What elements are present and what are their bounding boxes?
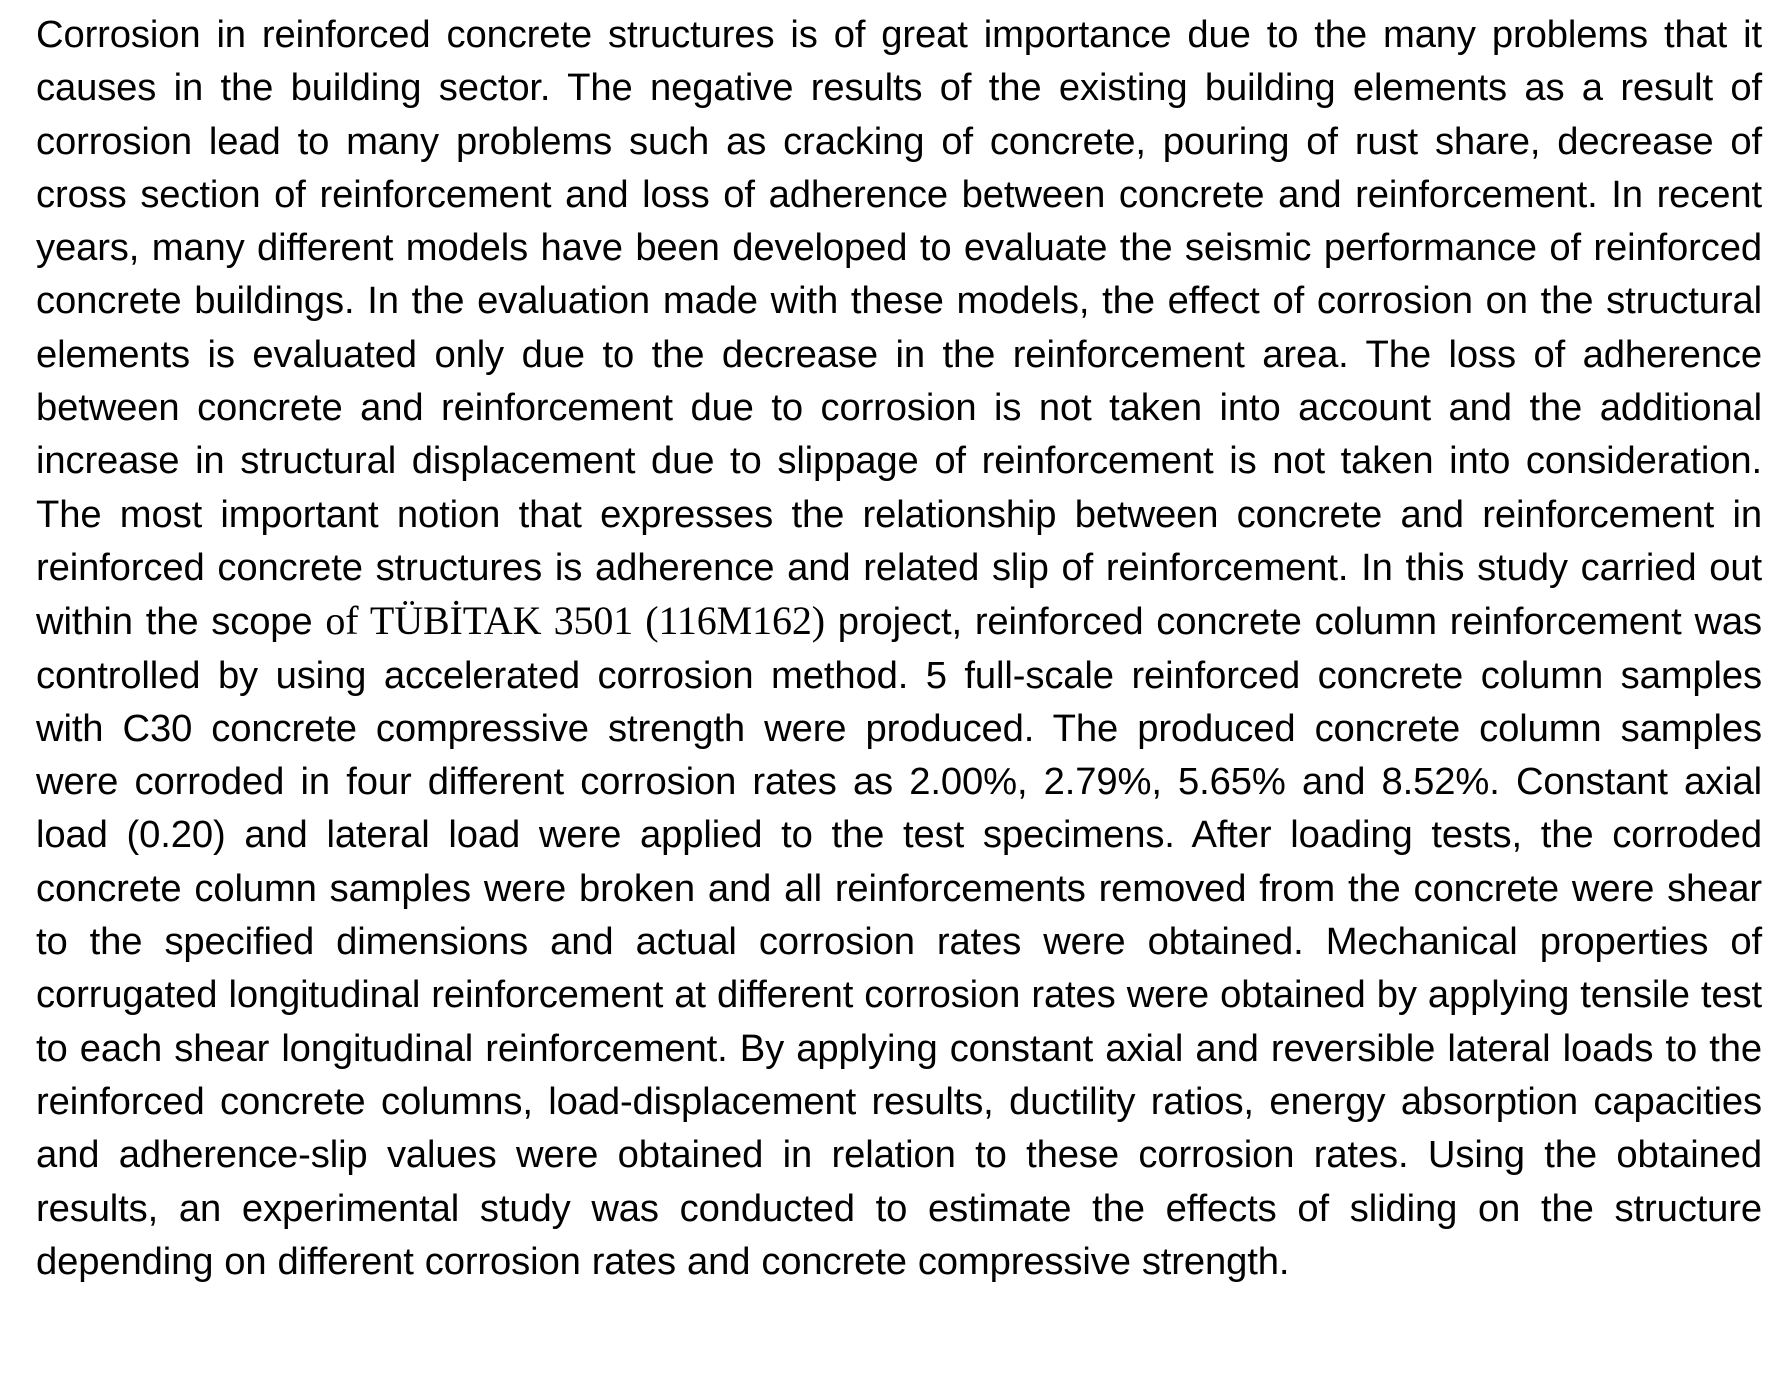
abstract-paragraph <box>36 8 1762 1288</box>
project-reference: of TÜBİTAK 3501 (116M162) <box>325 598 825 644</box>
abstract-text-part-2: project, reinforced concrete column reinforcement was controlled by using accelerated corrosion method. 5 full-scale reinforced concrete column samples with C30 concrete compressive strength were produced. The produced concrete column samples were corroded in four different corrosion rates as 2.00%, 2.79%, 5.65% and 8.52%. Constant axial load (0.20) and lateral load were applied to the test specimens. After loading tests, the corroded concrete column samples were broken and all reinforcements removed from the concrete were shear to the specified dimensions and actual corrosion rates were obtained. Mechanical properties of corrugated longitudinal reinforcement at different corrosion rates were obtained by applying tensile test to each shear longitudinal reinforcement. By applying constant axial and reversible lateral loads to the reinforced concrete columns, load-displacement results, ductility ratios, energy absorption capacities and adherence-slip values were obtained in relation to these corrosion rates. Using the obtained results, an experimental study was conducted to estimate the effects of sliding on the structure depending on different corrosion rates and concrete compressive strength. <box>36 600 1762 1283</box>
abstract-text-part-1: Corrosion in reinforced concrete structures is of great importance due to the many problems that it causes in the building sector. The negative results of the existing building elements as a result of corrosion lead to many problems such as cracking of concrete, pouring of rust share, decrease of cross section of reinforcement and loss of adherence between concrete and reinforcement. In recent years, many different models have been developed to evaluate the seismic performance of reinforced concrete buildings. In the evaluation made with these models, the effect of corrosion on the structural elements is evaluated only due to the decrease in the reinforcement area. The loss of adherence between concrete and reinforcement due to corrosion is not taken into account and the additional increase in structural displacement due to slippage of reinforcement is not taken into consideration. The most important notion that expresses the relationship between concrete and reinforcement in reinforced concrete structures is adherence and related slip of reinforcement. In this study carried out within the scope <box>36 13 1762 644</box>
document-page <box>36 8 1762 1388</box>
